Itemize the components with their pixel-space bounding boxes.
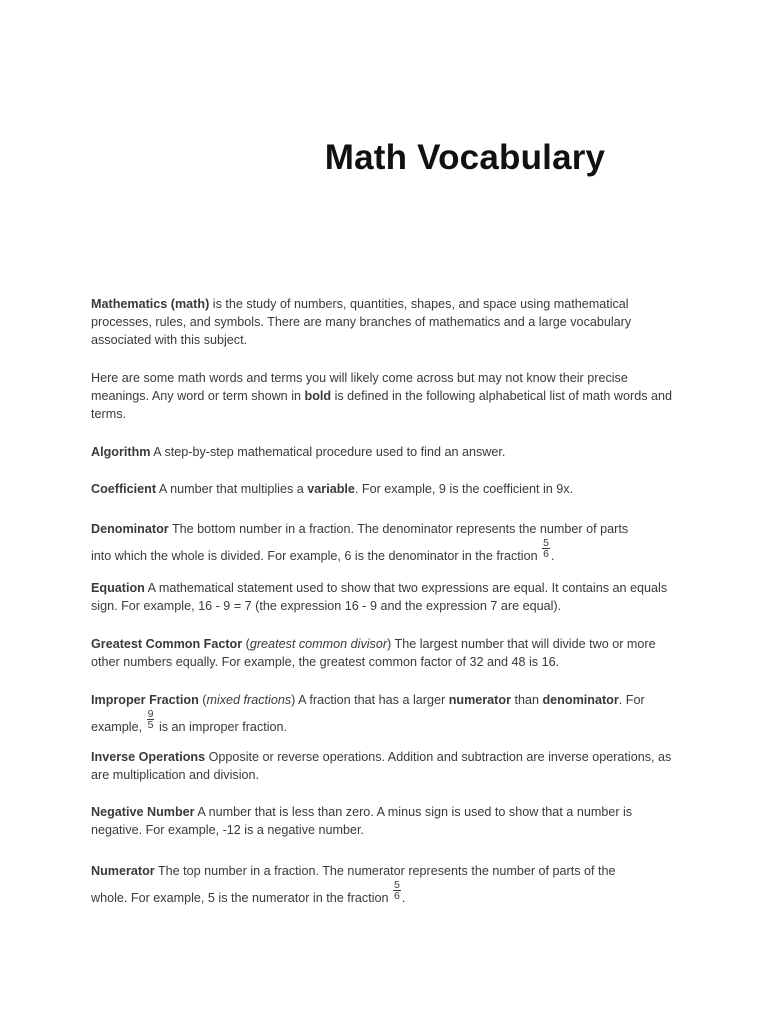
- intro-paragraph: [91, 295, 681, 350]
- definition-gcf: ) The largest number that will divide two or more other numbers equally. For example, the greatest common factor of 32 and 48 is 16.: [91, 637, 656, 670]
- definition-numerator-1: The top number in a fraction. The numerator represents the number of parts of the: [154, 864, 616, 878]
- fraction: [542, 538, 550, 559]
- term-inverse-operations: Inverse Operations: [91, 750, 206, 764]
- fraction-numerator: 9: [147, 708, 154, 720]
- entry-improper-fraction: [91, 687, 681, 741]
- improper-alt-term: mixed fractions: [206, 693, 292, 707]
- fraction-denominator: 6: [543, 548, 549, 560]
- fraction: [147, 709, 155, 730]
- term-negative-number: Negative Number: [91, 805, 195, 819]
- term-numerator: Numerator: [91, 864, 155, 878]
- definition-improper-5: is an improper fraction.: [155, 720, 288, 734]
- term-algorithm: Algorithm: [91, 445, 151, 459]
- here-paragraph: [91, 369, 681, 424]
- definition-numerator-2: whole. For example, 5 is the numerator in the fraction: [91, 891, 392, 905]
- gcf-alt-term: greatest common divisor: [249, 637, 388, 651]
- entry-equation: [91, 579, 681, 615]
- intro-text: is the study of numbers, quantities, shapes, and space using mathematical processes, rules, and symbols. There are many branches of mathematics and a large vocabulary associated with this subject.: [91, 297, 632, 348]
- definition-algorithm: A step-by-step mathematical procedure used to find an answer.: [150, 445, 506, 459]
- gcf-open-paren: (: [242, 637, 250, 651]
- definition-denominator-1: The bottom number in a fraction. The denominator represents the number of parts: [168, 522, 629, 536]
- definition-equation: A mathematical statement used to show that two expressions are equal. It contains an equals sign. For example, 16 - 9 = 7 (the expression 16 - 9 and the expression 7 are equal).: [91, 581, 668, 614]
- fraction-denominator: 5: [147, 719, 154, 731]
- here-text-1: Here are some math words and terms you will likely come across but may not know their precise meanings. Any word or term shown in: [91, 371, 628, 404]
- definition-improper-3: . For: [618, 693, 645, 707]
- term-equation: Equation: [91, 581, 145, 595]
- term-coefficient: Coefficient: [91, 482, 157, 496]
- definition-improper-2: than: [510, 693, 543, 707]
- term-variable: variable: [307, 482, 355, 496]
- definition-improper-1: ) A fraction that has a larger: [291, 693, 449, 707]
- improper-open-paren: (: [198, 693, 207, 707]
- definition-improper-4: example,: [91, 720, 146, 734]
- definition-coefficient-1: A number that multiplies a: [156, 482, 308, 496]
- fraction-numerator: 5: [394, 879, 400, 891]
- fraction-numerator: 5: [543, 537, 549, 549]
- entry-negative-number: [91, 803, 681, 839]
- definition-negative: A number that is less than zero. A minus sign is used to show that a number is negative. For example, -12 is a negative number.: [91, 805, 633, 838]
- definition-coefficient-2: . For example, 9 is the coefficient in 9x.: [354, 482, 574, 496]
- entry-numerator: [91, 858, 681, 912]
- term-denominator-ref: denominator: [542, 693, 619, 707]
- definition-inverse: Opposite or reverse operations. Addition and subtraction are inverse operations, as are multiplication and division.: [91, 750, 672, 783]
- here-text-2: is defined in the following alphabetical list of math words and terms.: [91, 389, 673, 422]
- fraction-denominator: 6: [394, 890, 400, 902]
- definition-denominator-2: into which the whole is divided. For example, 6 is the denominator in the fraction: [91, 549, 542, 563]
- here-bold: bold: [304, 389, 332, 404]
- entry-algorithm: [91, 443, 681, 461]
- definition-numerator-end: .: [401, 891, 406, 905]
- entry-denominator: [91, 516, 681, 570]
- term-mathematics: Mathematics (math): [91, 297, 210, 311]
- term-denominator: Denominator: [91, 522, 169, 536]
- term-gcf: Greatest Common Factor: [91, 637, 243, 651]
- definition-denominator-end: .: [550, 549, 555, 563]
- entry-gcf: [91, 635, 681, 671]
- page-title: Math Vocabulary: [324, 138, 606, 177]
- term-numerator-ref: numerator: [448, 693, 511, 707]
- fraction: [393, 880, 401, 901]
- entry-coefficient: [91, 480, 681, 498]
- entry-inverse-operations: [91, 748, 681, 784]
- term-improper-fraction: Improper Fraction: [91, 693, 199, 707]
